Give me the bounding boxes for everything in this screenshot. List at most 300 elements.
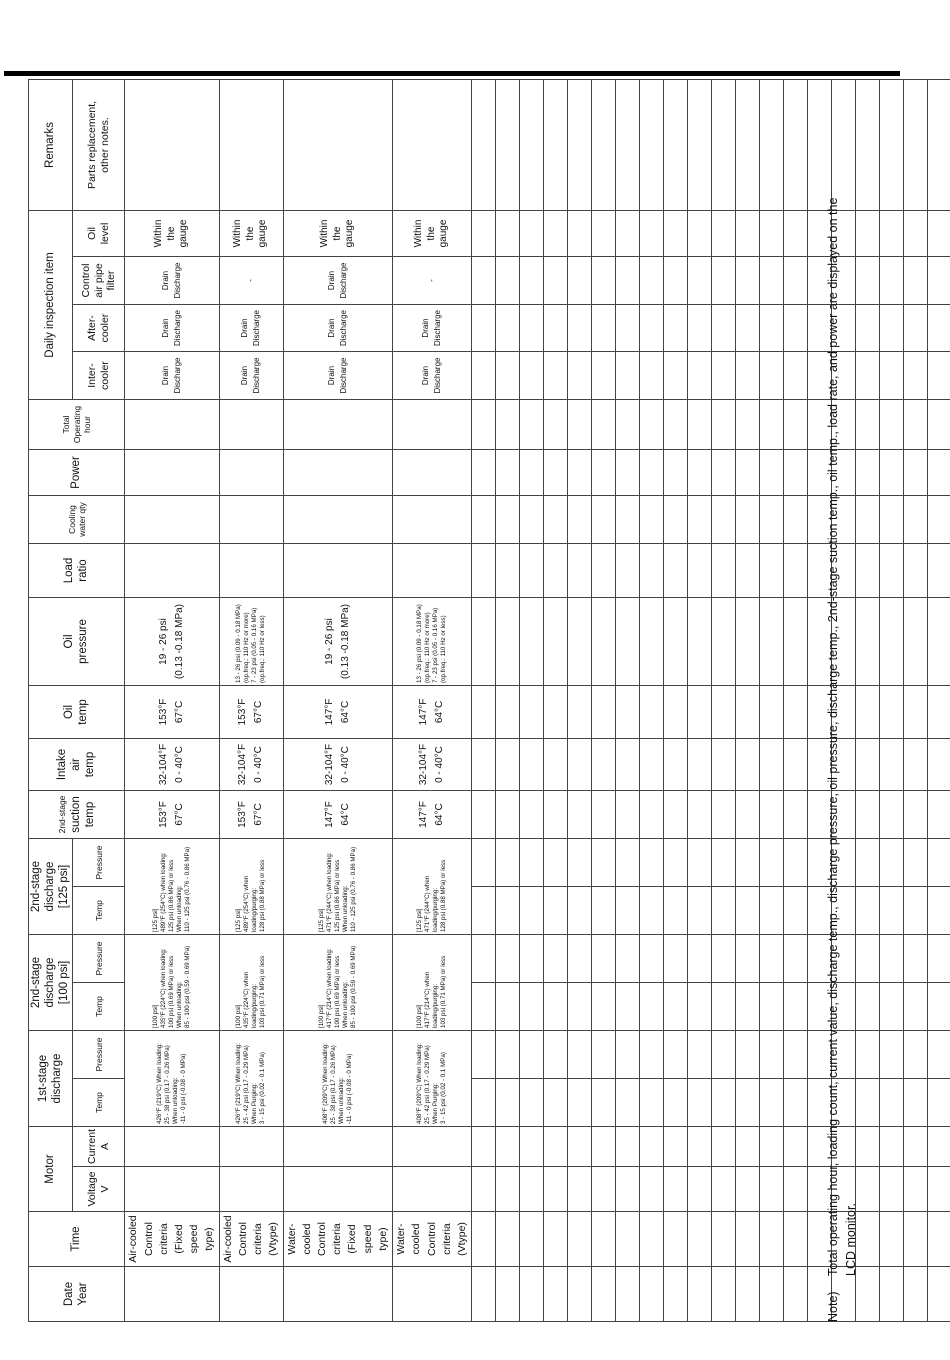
log-cell[interactable] [760, 935, 784, 983]
log-cell[interactable] [520, 450, 544, 496]
log-cell[interactable] [880, 400, 904, 450]
log-cell[interactable] [544, 839, 568, 887]
log-cell[interactable] [904, 450, 928, 496]
log-cell[interactable] [496, 352, 520, 400]
log-cell[interactable] [664, 352, 688, 400]
log-cell[interactable] [760, 210, 784, 256]
log-cell[interactable] [784, 210, 808, 256]
log-cell[interactable] [544, 1079, 568, 1127]
log-cell[interactable] [712, 257, 736, 305]
log-cell[interactable] [640, 1127, 664, 1167]
log-cell[interactable] [736, 1167, 760, 1212]
log-cell[interactable] [712, 210, 736, 256]
power-cell[interactable] [219, 450, 283, 496]
log-cell[interactable] [760, 791, 784, 839]
log-cell[interactable] [880, 1212, 904, 1267]
log-cell[interactable] [616, 210, 640, 256]
log-cell[interactable] [904, 839, 928, 887]
log-cell[interactable] [928, 1127, 950, 1167]
log-cell[interactable] [472, 935, 496, 983]
current-cell[interactable] [219, 1127, 283, 1167]
log-cell[interactable] [592, 305, 616, 352]
log-cell[interactable] [928, 1212, 950, 1267]
log-cell[interactable] [544, 686, 568, 739]
log-cell[interactable] [904, 544, 928, 598]
log-cell[interactable] [568, 983, 592, 1031]
log-cell[interactable] [928, 598, 950, 686]
log-cell[interactable] [640, 305, 664, 352]
log-cell[interactable] [544, 400, 568, 450]
log-cell[interactable] [712, 352, 736, 400]
log-cell[interactable] [928, 686, 950, 739]
log-cell[interactable] [568, 1167, 592, 1212]
log-cell[interactable] [736, 983, 760, 1031]
log-cell[interactable] [760, 257, 784, 305]
log-cell[interactable] [616, 598, 640, 686]
log-cell[interactable] [496, 496, 520, 544]
log-cell[interactable] [496, 257, 520, 305]
log-cell[interactable] [520, 739, 544, 791]
log-cell[interactable] [736, 450, 760, 496]
log-cell[interactable] [496, 400, 520, 450]
log-cell[interactable] [520, 352, 544, 400]
log-cell[interactable] [568, 1267, 592, 1322]
remarks-cell[interactable] [219, 79, 283, 210]
log-cell[interactable] [520, 887, 544, 935]
log-cell[interactable] [784, 686, 808, 739]
log-cell[interactable] [880, 1031, 904, 1079]
log-cell[interactable] [784, 450, 808, 496]
log-cell[interactable] [736, 1127, 760, 1167]
log-cell[interactable] [880, 496, 904, 544]
log-cell[interactable] [904, 210, 928, 256]
log-cell[interactable] [568, 686, 592, 739]
log-cell[interactable] [520, 598, 544, 686]
log-cell[interactable] [688, 450, 712, 496]
log-cell[interactable] [712, 496, 736, 544]
log-cell[interactable] [784, 1167, 808, 1212]
total-operating-cell[interactable] [283, 400, 393, 450]
log-cell[interactable] [880, 1167, 904, 1212]
log-cell[interactable] [520, 305, 544, 352]
log-cell[interactable] [544, 1167, 568, 1212]
log-cell[interactable] [664, 1127, 688, 1167]
log-cell[interactable] [736, 400, 760, 450]
log-cell[interactable] [664, 791, 688, 839]
log-cell[interactable] [736, 686, 760, 739]
log-cell[interactable] [904, 400, 928, 450]
log-cell[interactable] [592, 450, 616, 496]
log-cell[interactable] [496, 450, 520, 496]
log-cell[interactable] [712, 598, 736, 686]
log-cell[interactable] [880, 935, 904, 983]
log-cell[interactable] [640, 352, 664, 400]
log-cell[interactable] [688, 400, 712, 450]
log-cell[interactable] [736, 1267, 760, 1322]
power-cell[interactable] [393, 450, 472, 496]
log-cell[interactable] [640, 79, 664, 210]
log-cell[interactable] [544, 257, 568, 305]
log-cell[interactable] [904, 1079, 928, 1127]
log-cell[interactable] [736, 544, 760, 598]
log-cell[interactable] [592, 1031, 616, 1079]
log-cell[interactable] [568, 400, 592, 450]
log-cell[interactable] [712, 544, 736, 598]
log-cell[interactable] [664, 935, 688, 983]
log-cell[interactable] [592, 496, 616, 544]
log-cell[interactable] [640, 450, 664, 496]
log-cell[interactable] [880, 686, 904, 739]
log-cell[interactable] [568, 210, 592, 256]
log-cell[interactable] [784, 305, 808, 352]
log-cell[interactable] [472, 1079, 496, 1127]
log-cell[interactable] [472, 983, 496, 1031]
log-cell[interactable] [472, 791, 496, 839]
log-cell[interactable] [688, 983, 712, 1031]
log-cell[interactable] [640, 739, 664, 791]
log-cell[interactable] [760, 887, 784, 935]
log-cell[interactable] [760, 400, 784, 450]
log-cell[interactable] [928, 739, 950, 791]
log-cell[interactable] [520, 1031, 544, 1079]
log-cell[interactable] [496, 686, 520, 739]
log-cell[interactable] [472, 1127, 496, 1167]
log-cell[interactable] [592, 544, 616, 598]
log-cell[interactable] [472, 210, 496, 256]
log-cell[interactable] [760, 1079, 784, 1127]
log-cell[interactable] [736, 496, 760, 544]
log-cell[interactable] [736, 1079, 760, 1127]
log-cell[interactable] [928, 305, 950, 352]
log-cell[interactable] [784, 887, 808, 935]
log-cell[interactable] [928, 450, 950, 496]
log-cell[interactable] [712, 450, 736, 496]
cooling-water-cell[interactable] [219, 496, 283, 544]
log-cell[interactable] [640, 935, 664, 983]
log-cell[interactable] [496, 1031, 520, 1079]
log-cell[interactable] [568, 352, 592, 400]
log-cell[interactable] [496, 887, 520, 935]
log-cell[interactable] [880, 839, 904, 887]
log-cell[interactable] [736, 1212, 760, 1267]
log-cell[interactable] [544, 791, 568, 839]
log-cell[interactable] [688, 1267, 712, 1322]
log-cell[interactable] [664, 1031, 688, 1079]
log-cell[interactable] [688, 935, 712, 983]
remarks-cell[interactable] [283, 79, 393, 210]
log-cell[interactable] [544, 305, 568, 352]
log-cell[interactable] [712, 983, 736, 1031]
total-operating-cell[interactable] [219, 400, 283, 450]
log-cell[interactable] [736, 839, 760, 887]
log-cell[interactable] [664, 257, 688, 305]
log-cell[interactable] [760, 1212, 784, 1267]
log-cell[interactable] [568, 839, 592, 887]
log-cell[interactable] [904, 496, 928, 544]
log-cell[interactable] [664, 983, 688, 1031]
power-cell[interactable] [283, 450, 393, 496]
log-cell[interactable] [568, 79, 592, 210]
log-cell[interactable] [760, 598, 784, 686]
log-cell[interactable] [760, 352, 784, 400]
log-cell[interactable] [664, 739, 688, 791]
log-cell[interactable] [688, 839, 712, 887]
log-cell[interactable] [592, 598, 616, 686]
log-cell[interactable] [592, 791, 616, 839]
log-cell[interactable] [568, 544, 592, 598]
remarks-cell[interactable] [125, 79, 219, 210]
log-cell[interactable] [616, 1167, 640, 1212]
log-cell[interactable] [736, 598, 760, 686]
log-cell[interactable] [640, 1031, 664, 1079]
log-cell[interactable] [664, 887, 688, 935]
log-cell[interactable] [472, 544, 496, 598]
log-cell[interactable] [688, 1031, 712, 1079]
current-cell[interactable] [393, 1127, 472, 1167]
cooling-water-cell[interactable] [283, 496, 393, 544]
log-cell[interactable] [520, 496, 544, 544]
log-cell[interactable] [760, 739, 784, 791]
log-cell[interactable] [616, 79, 640, 210]
log-cell[interactable] [904, 352, 928, 400]
log-cell[interactable] [784, 1127, 808, 1167]
log-cell[interactable] [544, 1212, 568, 1267]
log-cell[interactable] [664, 544, 688, 598]
log-cell[interactable] [616, 496, 640, 544]
log-cell[interactable] [928, 210, 950, 256]
log-cell[interactable] [760, 839, 784, 887]
log-cell[interactable] [520, 79, 544, 210]
log-cell[interactable] [712, 887, 736, 935]
log-cell[interactable] [904, 1127, 928, 1167]
log-cell[interactable] [544, 79, 568, 210]
current-cell[interactable] [283, 1127, 393, 1167]
log-cell[interactable] [664, 450, 688, 496]
log-cell[interactable] [640, 400, 664, 450]
log-cell[interactable] [784, 79, 808, 210]
log-cell[interactable] [616, 1079, 640, 1127]
log-cell[interactable] [784, 352, 808, 400]
date-cell[interactable] [125, 1267, 219, 1322]
voltage-cell[interactable] [125, 1167, 219, 1212]
log-cell[interactable] [544, 496, 568, 544]
log-cell[interactable] [496, 1167, 520, 1212]
log-cell[interactable] [880, 544, 904, 598]
log-cell[interactable] [880, 791, 904, 839]
log-cell[interactable] [664, 1079, 688, 1127]
log-cell[interactable] [640, 791, 664, 839]
log-cell[interactable] [520, 544, 544, 598]
log-cell[interactable] [736, 305, 760, 352]
log-cell[interactable] [616, 1127, 640, 1167]
log-cell[interactable] [592, 739, 616, 791]
log-cell[interactable] [496, 79, 520, 210]
log-cell[interactable] [904, 257, 928, 305]
log-cell[interactable] [904, 983, 928, 1031]
log-cell[interactable] [592, 257, 616, 305]
load-ratio-cell[interactable] [393, 544, 472, 598]
log-cell[interactable] [904, 791, 928, 839]
log-cell[interactable] [544, 598, 568, 686]
log-cell[interactable] [472, 450, 496, 496]
load-ratio-cell[interactable] [219, 544, 283, 598]
log-cell[interactable] [592, 983, 616, 1031]
log-cell[interactable] [928, 352, 950, 400]
log-cell[interactable] [616, 1267, 640, 1322]
log-cell[interactable] [880, 1079, 904, 1127]
date-cell[interactable] [283, 1267, 393, 1322]
log-cell[interactable] [664, 839, 688, 887]
log-cell[interactable] [664, 1167, 688, 1212]
log-cell[interactable] [904, 935, 928, 983]
log-cell[interactable] [544, 983, 568, 1031]
log-cell[interactable] [640, 1212, 664, 1267]
date-cell[interactable] [219, 1267, 283, 1322]
log-cell[interactable] [712, 79, 736, 210]
log-cell[interactable] [664, 1267, 688, 1322]
log-cell[interactable] [760, 1031, 784, 1079]
log-cell[interactable] [640, 257, 664, 305]
log-cell[interactable] [760, 496, 784, 544]
log-cell[interactable] [544, 1267, 568, 1322]
log-cell[interactable] [664, 496, 688, 544]
log-cell[interactable] [496, 791, 520, 839]
log-cell[interactable] [616, 450, 640, 496]
log-cell[interactable] [472, 257, 496, 305]
log-cell[interactable] [928, 79, 950, 210]
log-cell[interactable] [712, 1212, 736, 1267]
log-cell[interactable] [568, 791, 592, 839]
log-cell[interactable] [640, 686, 664, 739]
log-cell[interactable] [592, 79, 616, 210]
log-cell[interactable] [520, 210, 544, 256]
log-cell[interactable] [928, 839, 950, 887]
current-cell[interactable] [125, 1127, 219, 1167]
log-cell[interactable] [592, 686, 616, 739]
log-cell[interactable] [496, 839, 520, 887]
log-cell[interactable] [880, 598, 904, 686]
log-cell[interactable] [568, 887, 592, 935]
log-cell[interactable] [520, 1167, 544, 1212]
log-cell[interactable] [736, 1031, 760, 1079]
log-cell[interactable] [736, 739, 760, 791]
log-cell[interactable] [472, 598, 496, 686]
log-cell[interactable] [880, 1127, 904, 1167]
log-cell[interactable] [568, 496, 592, 544]
log-cell[interactable] [928, 791, 950, 839]
log-cell[interactable] [880, 257, 904, 305]
log-cell[interactable] [616, 544, 640, 598]
log-cell[interactable] [760, 1127, 784, 1167]
log-cell[interactable] [904, 598, 928, 686]
log-cell[interactable] [928, 400, 950, 450]
log-cell[interactable] [880, 210, 904, 256]
log-cell[interactable] [760, 450, 784, 496]
log-cell[interactable] [640, 544, 664, 598]
log-cell[interactable] [928, 1031, 950, 1079]
log-cell[interactable] [928, 1267, 950, 1322]
log-cell[interactable] [760, 544, 784, 598]
log-cell[interactable] [544, 450, 568, 496]
log-cell[interactable] [472, 352, 496, 400]
log-cell[interactable] [520, 257, 544, 305]
log-cell[interactable] [640, 496, 664, 544]
log-cell[interactable] [784, 1267, 808, 1322]
log-cell[interactable] [496, 598, 520, 686]
log-cell[interactable] [664, 305, 688, 352]
log-cell[interactable] [904, 1212, 928, 1267]
log-cell[interactable] [640, 598, 664, 686]
log-cell[interactable] [592, 1267, 616, 1322]
log-cell[interactable] [688, 887, 712, 935]
log-cell[interactable] [760, 305, 784, 352]
log-cell[interactable] [664, 79, 688, 210]
log-cell[interactable] [592, 1127, 616, 1167]
log-cell[interactable] [688, 598, 712, 686]
log-cell[interactable] [664, 210, 688, 256]
log-cell[interactable] [544, 1031, 568, 1079]
log-cell[interactable] [472, 496, 496, 544]
log-cell[interactable] [520, 935, 544, 983]
log-cell[interactable] [520, 400, 544, 450]
log-cell[interactable] [592, 400, 616, 450]
log-cell[interactable] [544, 935, 568, 983]
log-cell[interactable] [688, 1127, 712, 1167]
log-cell[interactable] [592, 210, 616, 256]
log-cell[interactable] [616, 352, 640, 400]
log-cell[interactable] [664, 1212, 688, 1267]
log-cell[interactable] [616, 739, 640, 791]
log-cell[interactable] [544, 544, 568, 598]
log-cell[interactable] [472, 1031, 496, 1079]
total-operating-cell[interactable] [125, 400, 219, 450]
log-cell[interactable] [472, 79, 496, 210]
log-cell[interactable] [736, 887, 760, 935]
log-cell[interactable] [664, 598, 688, 686]
log-cell[interactable] [712, 1031, 736, 1079]
log-cell[interactable] [496, 739, 520, 791]
log-cell[interactable] [880, 450, 904, 496]
log-cell[interactable] [640, 210, 664, 256]
log-cell[interactable] [904, 686, 928, 739]
cooling-water-cell[interactable] [393, 496, 472, 544]
log-cell[interactable] [496, 1079, 520, 1127]
log-cell[interactable] [568, 450, 592, 496]
log-cell[interactable] [688, 352, 712, 400]
log-cell[interactable] [568, 1031, 592, 1079]
log-cell[interactable] [472, 1212, 496, 1267]
log-cell[interactable] [496, 1127, 520, 1167]
log-cell[interactable] [568, 1212, 592, 1267]
log-cell[interactable] [928, 983, 950, 1031]
log-cell[interactable] [712, 839, 736, 887]
log-cell[interactable] [736, 79, 760, 210]
log-cell[interactable] [760, 1267, 784, 1322]
log-cell[interactable] [880, 352, 904, 400]
log-cell[interactable] [712, 1127, 736, 1167]
log-cell[interactable] [496, 1212, 520, 1267]
log-cell[interactable] [472, 686, 496, 739]
log-cell[interactable] [616, 887, 640, 935]
log-cell[interactable] [904, 79, 928, 210]
log-cell[interactable] [736, 791, 760, 839]
date-cell[interactable] [393, 1267, 472, 1322]
log-cell[interactable] [496, 544, 520, 598]
log-cell[interactable] [928, 1167, 950, 1212]
log-cell[interactable] [640, 983, 664, 1031]
log-cell[interactable] [520, 983, 544, 1031]
log-cell[interactable] [616, 1212, 640, 1267]
